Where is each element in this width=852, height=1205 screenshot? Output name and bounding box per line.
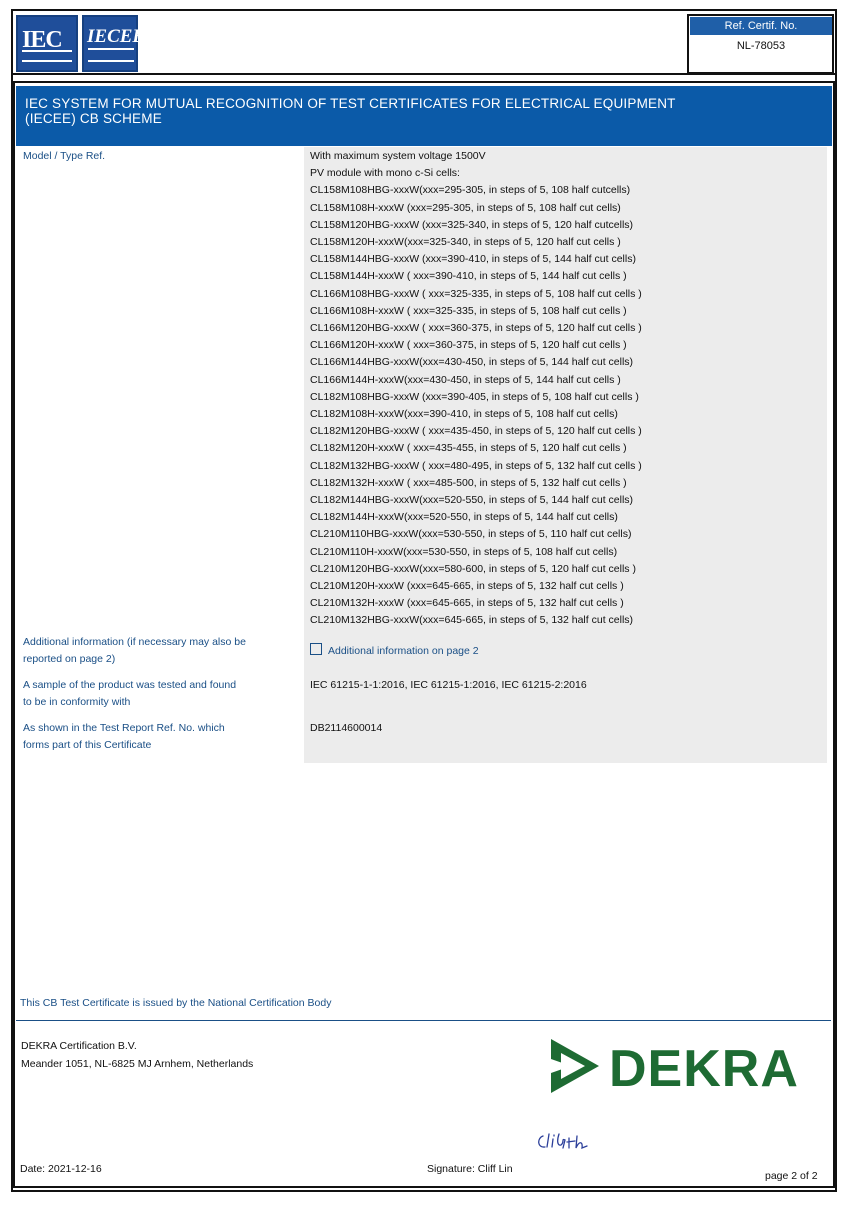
model-line: CL210M132HBG-xxxW(xxx=645-665, in steps of 5, 132 half cut cells) (310, 614, 634, 627)
banner-title-line2: (IECEE) CB SCHEME (25, 111, 162, 126)
model-line: CL182M132H-xxxW ( xxx=485-500, in steps of 5, 132 half cut cells ) (310, 476, 627, 489)
model-line: CL158M144HBG-xxxW (xxx=390-410, in steps of 5, 144 half cut cells) (310, 253, 636, 266)
model-line: CL166M144HBG-xxxW(xxx=430-450, in steps of 5, 144 half cut cells) (310, 356, 634, 369)
conformity-standards: IEC 61215-1-1:2016, IEC 61215-1:2016, IEC 61215-2:2016 (310, 679, 587, 691)
model-line: CL210M132H-xxxW (xxx=645-665, in steps of 5, 132 half cut cells ) (310, 597, 624, 610)
page-number: page 2 of 2 (765, 1170, 818, 1182)
model-line: CL166M120HBG-xxxW ( xxx=360-375, in steps of 5, 120 half cut cells ) (310, 322, 642, 335)
model-type-label: Model / Type Ref. (23, 150, 106, 162)
handwritten-signature (535, 1128, 610, 1161)
model-line: CL166M108H-xxxW ( xxx=325-335, in steps of 5, 108 half cut cells ) (310, 304, 627, 317)
checkbox-icon[interactable] (310, 643, 322, 655)
model-line: CL210M120HBG-xxxW(xxx=580-600, in steps of 5, 120 half cut cells ) (310, 562, 636, 575)
conformity-label: A sample of the product was tested and found to be in conformity with (23, 679, 237, 708)
dekra-logo (549, 1031, 802, 1101)
model-line: CL158M144H-xxxW ( xxx=390-410, in steps of 5, 144 half cut cells ) (310, 270, 627, 283)
model-type-list (310, 148, 642, 630)
iecee-logo: IECEE (82, 15, 138, 72)
model-line: CL158M108HBG-xxxW(xxx=295-305, in steps of 5, 108 half cutcells) (310, 184, 631, 197)
model-line: CL182M108HBG-xxxW (xxx=390-405, in steps of 5, 108 half cut cells ) (310, 390, 639, 403)
additional-info-checkbox-row[interactable] (310, 643, 479, 657)
model-line: CL166M108HBG-xxxW ( xxx=325-335, in steps of 5, 108 half cut cells ) (310, 287, 642, 300)
certificate-date: Date: 2021-12-16 (20, 1163, 102, 1175)
model-line: CL210M120H-xxxW (xxx=645-665, in steps of 5, 132 half cut cells ) (310, 580, 624, 593)
model-line: CL210M110H-xxxW(xxx=530-550, in steps of 5, 108 half cut cells) (310, 545, 618, 558)
test-report-number: DB2114600014 (310, 722, 383, 734)
model-line: With maximum system voltage 1500V (310, 150, 486, 162)
issuer-address-block (21, 1037, 253, 1073)
dekra-logo-text: DEKRA (609, 1040, 799, 1098)
ref-certificate-number: NL-78053 (736, 40, 786, 52)
model-line: CL158M120H-xxxW(xxx=325-340, in steps of 5, 120 half cut cells ) (310, 236, 621, 249)
model-line: CL158M120HBG-xxxW (xxx=325-340, in steps of 5, 120 half cutcells) (310, 218, 634, 231)
model-line: CL166M120H-xxxW ( xxx=360-375, in steps of 5, 120 half cut cells ) (310, 339, 627, 352)
banner-title-line1: IEC SYSTEM FOR MUTUAL RECOGNITION OF TEST CERTIFICATES FOR ELECTRICAL EQUIPMENT (25, 96, 676, 111)
model-line: CL166M144H-xxxW(xxx=430-450, in steps of 5, 144 half cut cells ) (310, 373, 621, 386)
model-line: CL182M120HBG-xxxW ( xxx=435-450, in steps of 5, 120 half cut cells ) (310, 425, 642, 438)
model-line: CL182M132HBG-xxxW ( xxx=480-495, in steps of 5, 132 half cut cells ) (310, 459, 642, 472)
additional-info-checkbox-label: Additional information on page 2 (328, 645, 479, 657)
iec-logo: IEC (16, 15, 78, 72)
test-report-label: As shown in the Test Report Ref. No. which forms part of this Certificate (23, 722, 225, 751)
model-line: CL182M144H-xxxW(xxx=520-550, in steps of 5, 144 half cut cells) (310, 511, 618, 524)
ref-certificate-label: Ref. Certif. No. (690, 17, 832, 35)
divider (16, 1020, 831, 1021)
model-line: CL210M110HBG-xxxW(xxx=530-550, in steps of 5, 110 half cut cells) (310, 528, 632, 541)
issuer-address: Meander 1051, NL-6825 MJ Arnhem, Netherlands (21, 1058, 254, 1070)
additional-info-label: Additional information (if necessary may also be reported on page 2) (23, 636, 246, 665)
model-line: PV module with mono c-Si cells: (310, 167, 460, 180)
issuer-name: DEKRA Certification B.V. (21, 1040, 137, 1052)
issued-by-statement: This CB Test Certificate is issued by the National Certification Body (20, 997, 332, 1009)
model-line: CL182M144HBG-xxxW(xxx=520-550, in steps of 5, 144 half cut cells) (310, 494, 634, 507)
model-line: CL182M120H-xxxW ( xxx=435-455, in steps of 5, 120 half cut cells ) (310, 442, 627, 455)
model-line: CL158M108H-xxxW (xxx=295-305, in steps of 5, 108 half cut cells) (310, 201, 621, 214)
signature-line: Signature: Cliff Lin (427, 1163, 513, 1175)
scheme-banner (16, 86, 832, 146)
model-line: CL182M108H-xxxW(xxx=390-410, in steps of 5, 108 half cut cells) (310, 408, 618, 421)
